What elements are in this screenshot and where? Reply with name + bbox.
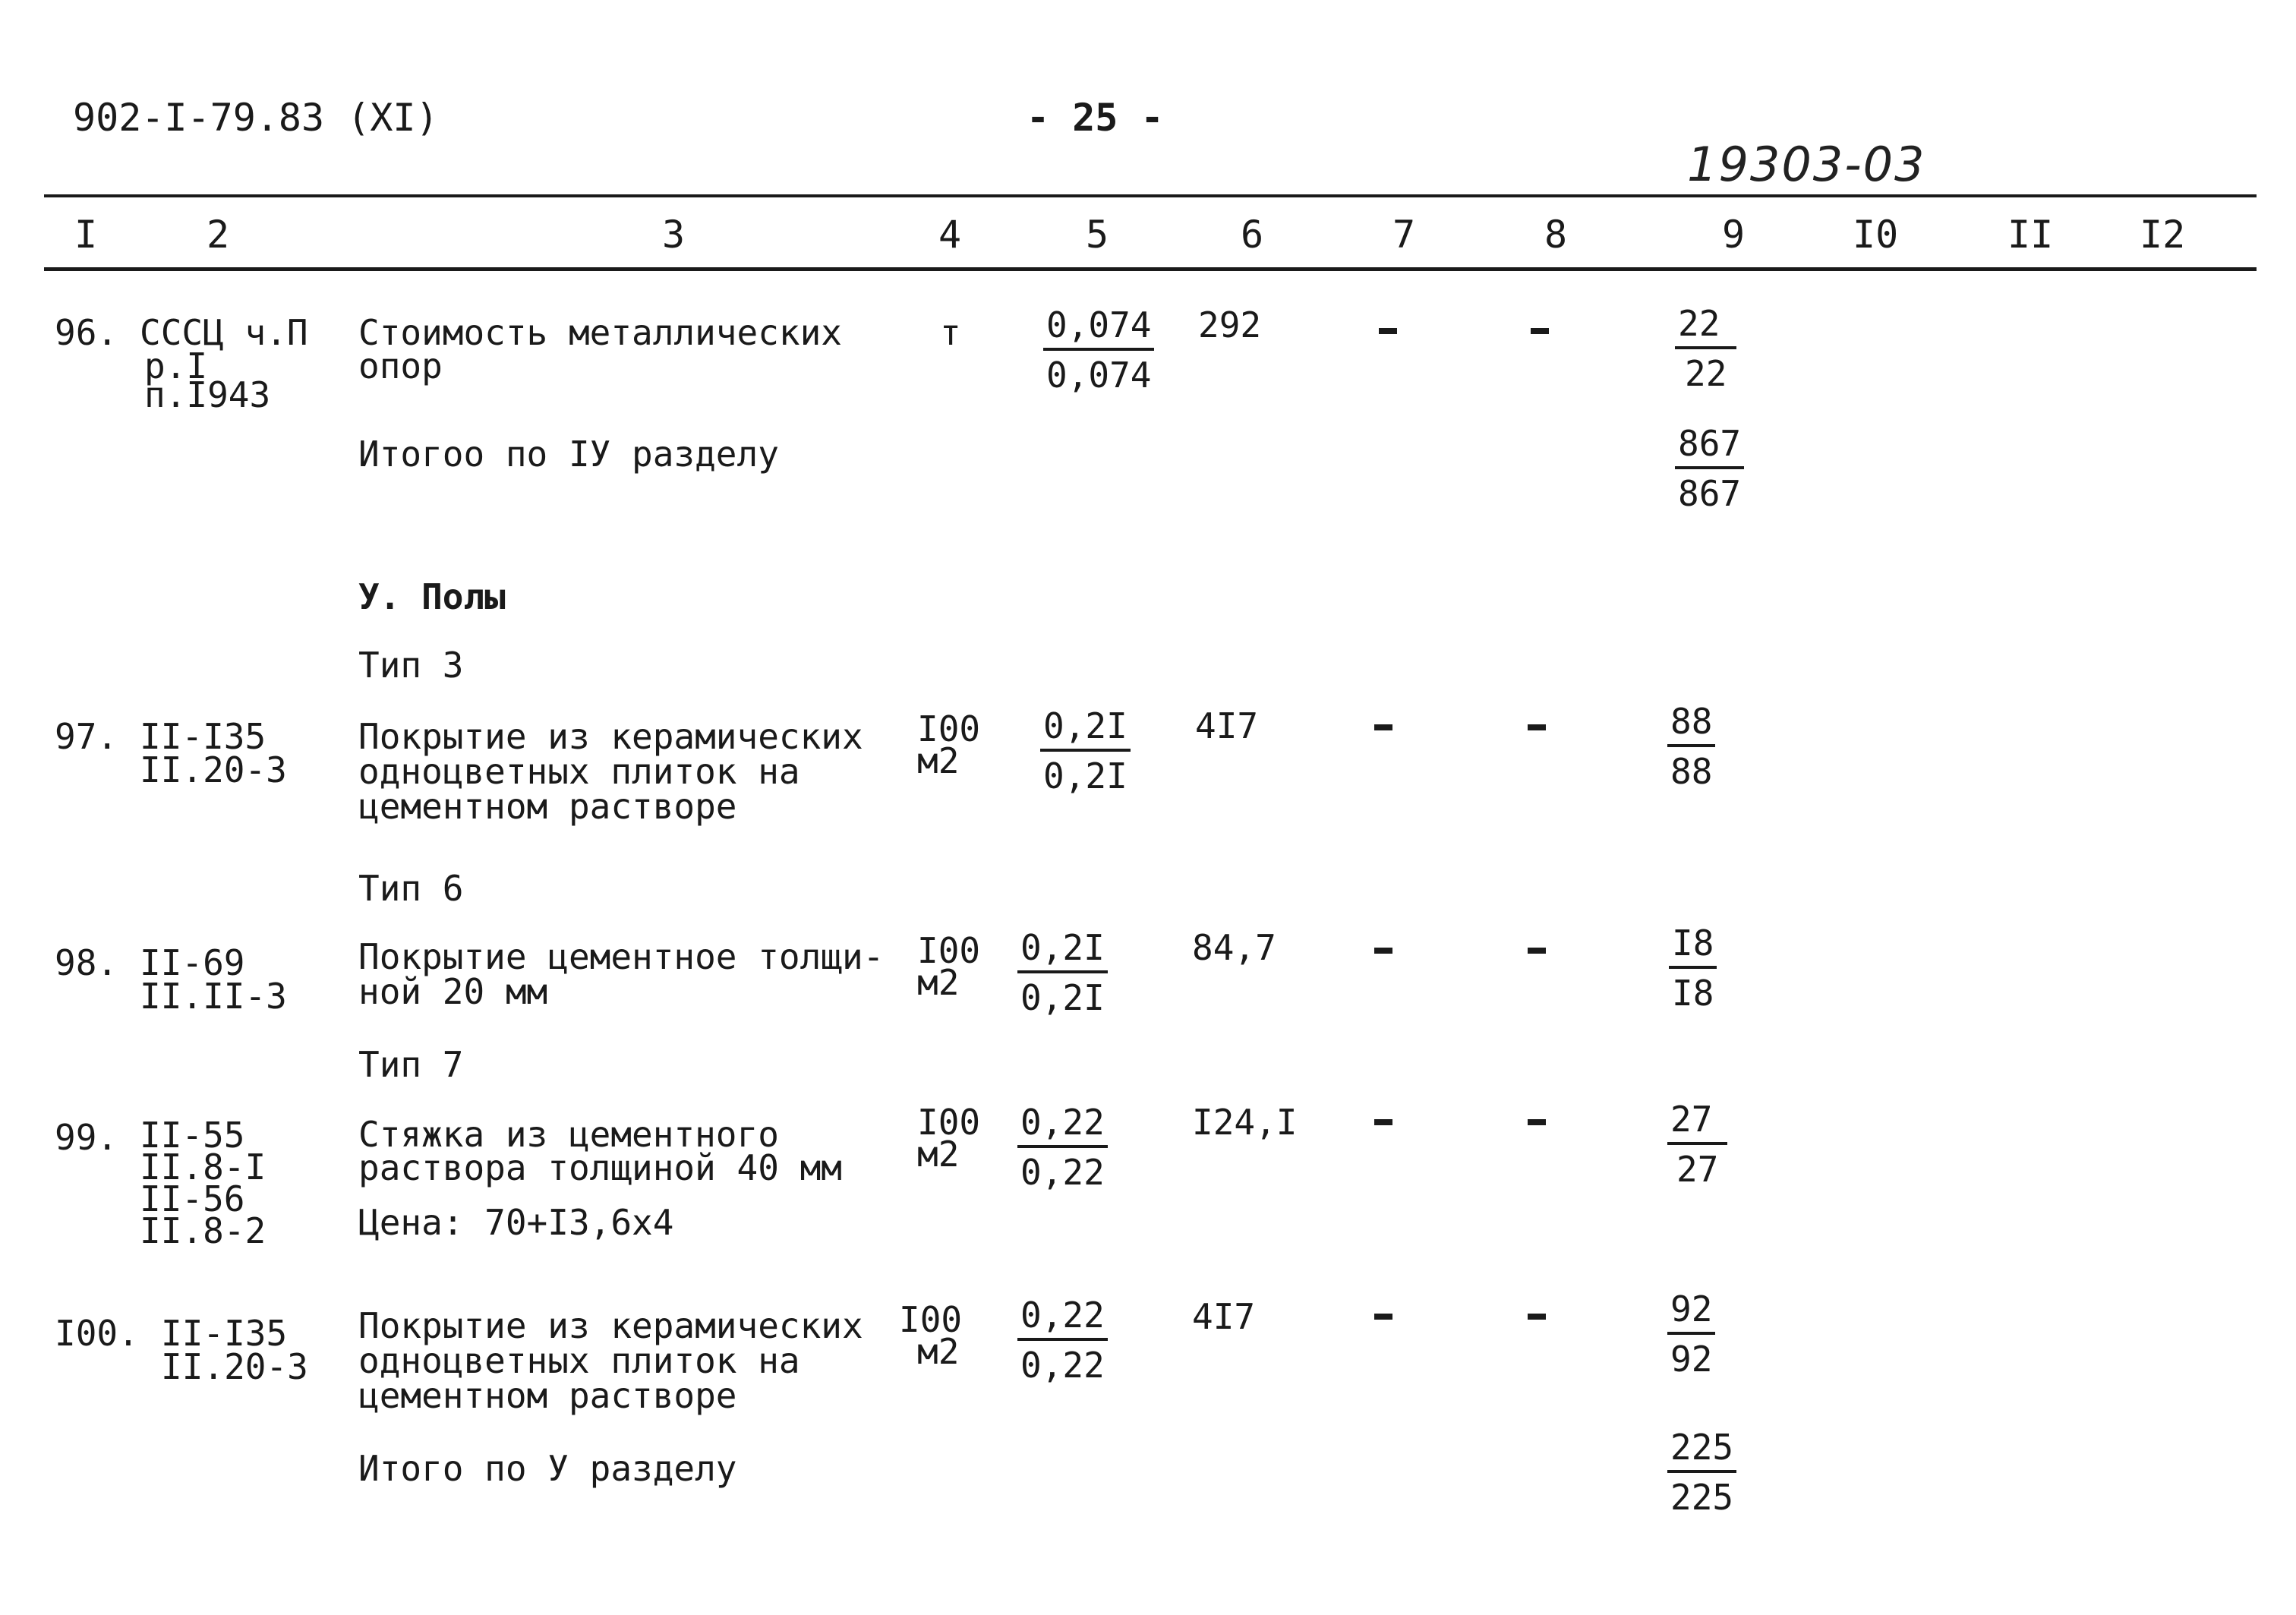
subtotal-section-5-label: Итого по У разделу xyxy=(358,1448,737,1489)
row-unit: I00 м2 xyxy=(917,930,981,1003)
column-header: 5 xyxy=(1086,213,1109,257)
row-col7-dash xyxy=(1379,328,1397,334)
row-col8-dash xyxy=(1531,328,1549,334)
column-header: I2 xyxy=(2140,213,2186,257)
row-quantity: $\frac{0,2I}{0,2I}$ xyxy=(1040,706,1131,796)
column-header: I xyxy=(74,213,98,257)
row-number: 99. xyxy=(55,1117,118,1158)
row-price: 4I7 xyxy=(1195,705,1259,746)
subsection-type-7: Тип 7 xyxy=(358,1044,464,1085)
row-code: II-55 II.8-I II-56 II.8-2 xyxy=(140,1115,266,1251)
row-description: Покрытие цементное толщи- ной 20 мм xyxy=(358,936,885,1012)
row-col7-dash xyxy=(1374,1119,1392,1125)
column-header: 7 xyxy=(1392,213,1416,257)
row-price: 84,7 xyxy=(1192,927,1276,968)
row-description: Покрытие из керамических одноцветных плиток на цементном растворе xyxy=(358,1305,863,1416)
row-col8-dash xyxy=(1528,1119,1546,1125)
column-header: 6 xyxy=(1241,213,1264,257)
row-description: Покрытие из керамических одноцветных плиток на цементном растворе xyxy=(358,716,863,827)
row-col8-dash xyxy=(1528,948,1546,954)
section-title: У. Полы xyxy=(358,576,506,617)
handwritten-code: 19303-03 xyxy=(1687,137,1926,192)
row-price: 4I7 xyxy=(1192,1296,1256,1337)
row-quantity: $\frac{0,2I}{0,2I}$ xyxy=(1017,928,1108,1017)
row-price: I24,I xyxy=(1192,1102,1298,1143)
subtotal-section-5-total: $\frac{225}{225}$ xyxy=(1667,1427,1736,1517)
row-total: $\frac{88}{88}$ xyxy=(1667,702,1715,791)
row-total: $\frac{27}{27}$ xyxy=(1667,1099,1727,1189)
row-code: СССЦ ч.П р.I п.I943 xyxy=(140,312,308,415)
row-col8-dash xyxy=(1528,724,1546,730)
subtotal-section-4-label: Итогоо по IУ разделу xyxy=(358,434,779,475)
row-total: $\frac{22}{22}$ xyxy=(1675,304,1736,393)
row-quantity: $\frac{0,22}{0,22}$ xyxy=(1017,1295,1108,1385)
row-description: Стоимость металлических опор xyxy=(358,312,842,386)
row-col7-dash xyxy=(1374,724,1392,730)
row-quantity: $\frac{0,074}{0,074}$ xyxy=(1043,305,1154,395)
column-header: 9 xyxy=(1722,213,1746,257)
subsection-type-6: Тип 6 xyxy=(358,868,464,909)
row-unit: т xyxy=(940,312,961,353)
row-price: 292 xyxy=(1198,304,1262,345)
row-quantity: $\frac{0,22}{0,22}$ xyxy=(1017,1102,1108,1192)
row-price-note: Цена: 70+I3,6x4 xyxy=(358,1202,674,1243)
header-top-rule xyxy=(44,194,2257,197)
row-unit: I00 м2 xyxy=(917,708,981,781)
row-number: 96. xyxy=(55,312,118,353)
row-code: II-I35 II.20-3 xyxy=(140,716,287,790)
row-description: Стяжка из цементного раствора толщиной 40 мм xyxy=(358,1114,842,1188)
row-code: II-I35 II.20-3 xyxy=(161,1313,308,1387)
column-header: II xyxy=(2007,213,2054,257)
row-col7-dash xyxy=(1374,1314,1392,1320)
row-unit: I00 м2 xyxy=(899,1299,963,1372)
row-code: II-69 II.II-3 xyxy=(140,942,287,1017)
row-col7-dash xyxy=(1374,948,1392,954)
row-number: 98. xyxy=(55,942,118,983)
row-total: $\frac{92}{92}$ xyxy=(1667,1289,1715,1379)
row-col8-dash xyxy=(1528,1314,1546,1320)
row-number: I00. xyxy=(55,1313,139,1354)
row-total: $\frac{I8}{I8}$ xyxy=(1669,923,1717,1013)
row-number: 97. xyxy=(55,716,118,757)
document-code: 902-I-79.83 (XI) xyxy=(73,96,439,140)
column-header: 4 xyxy=(938,213,962,257)
page-number: - 25 - xyxy=(1027,96,1164,140)
subsection-type-3: Тип 3 xyxy=(358,645,464,686)
header-bottom-rule xyxy=(44,267,2257,271)
subtotal-section-4-total: $\frac{867}{867}$ xyxy=(1675,424,1744,513)
column-header: 8 xyxy=(1544,213,1568,257)
column-header: 3 xyxy=(662,213,686,257)
row-unit: I00 м2 xyxy=(917,1102,981,1175)
column-header: 2 xyxy=(207,213,230,257)
column-header: I0 xyxy=(1853,213,1899,257)
